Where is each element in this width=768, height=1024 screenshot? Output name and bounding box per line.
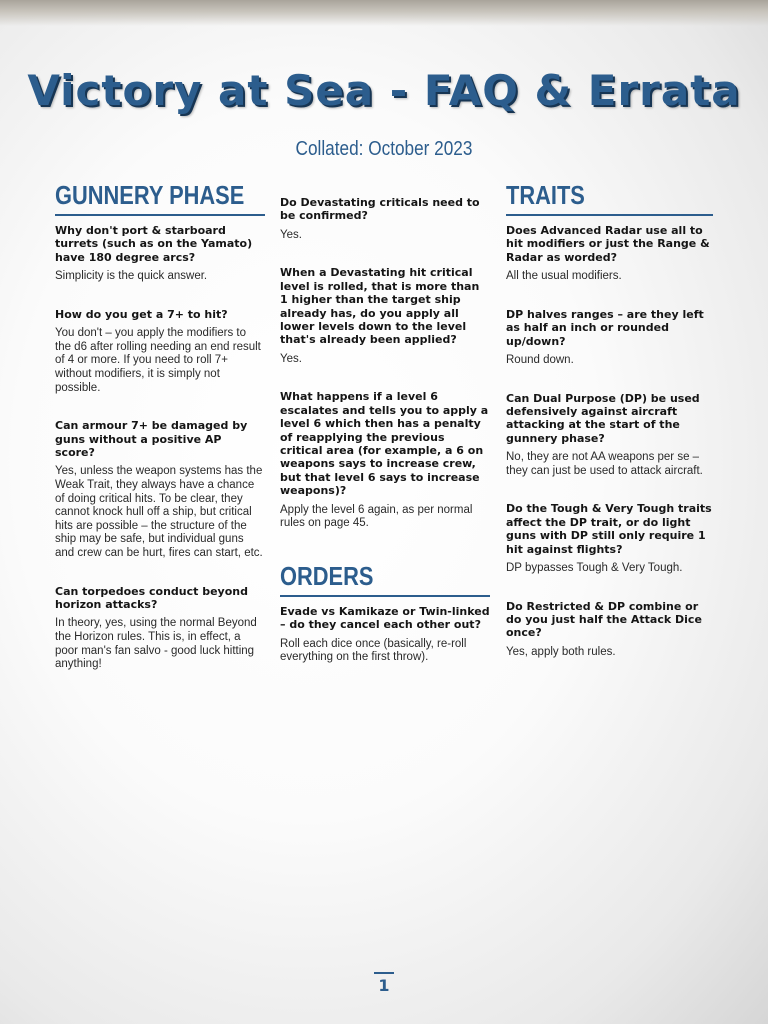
- faq-item: [55, 585, 265, 672]
- faq-answer: Yes.: [280, 228, 302, 241]
- faq-answer: All the usual modifiers.: [506, 270, 622, 283]
- faq-answer: No, they are not AA weapons per se – they can just be used to attack aircraft.: [506, 451, 703, 477]
- faq-answer: In theory, yes, using the normal Beyond the Horizon rules. This is, in effect, a poor man's fan salvo - good luck hitting anything!: [55, 617, 257, 671]
- faq-item: [506, 392, 713, 479]
- faq-item: [55, 419, 265, 560]
- faq-question: DP halves ranges – are they left as half an inch or rounded up/down?: [506, 307, 704, 348]
- page-title: Victory at Sea - FAQ & Errata: [27, 66, 741, 115]
- column-traits: [506, 180, 713, 683]
- section-heading-gunnery: GUNNERY PHASE: [55, 180, 265, 216]
- faq-answer: Apply the level 6 again, as per normal rules on page 45.: [280, 503, 473, 530]
- faq-answer: Roll each dice once (basically, re-roll everything on the first throw).: [280, 637, 467, 664]
- page-number: 1: [374, 972, 394, 995]
- faq-question: Evade vs Kamikaze or Twin-linked – do they cancel each other out?: [280, 604, 490, 632]
- faq-question: How do you get a 7+ to hit?: [55, 307, 228, 321]
- page-subtitle: Collated: October 2023: [295, 138, 473, 160]
- section-heading-traits: TRAITS: [506, 180, 713, 216]
- faq-answer: Yes, apply both rules.: [506, 645, 616, 658]
- faq-question: Why don't port & starboard turrets (such as on the Yamato) have 180 degree arcs?: [55, 224, 253, 264]
- torn-paper-edge: [0, 0, 768, 26]
- faq-question: What happens if a level 6 escalates and tells you to apply a level 6 which then has a penalty of reapplying the previous critical area (for example, a 6 on weapons says to increase crew, but that level 6 says to increase weapons)?: [280, 390, 489, 498]
- faq-question: Can armour 7+ be damaged by guns without a positive AP score?: [55, 419, 248, 459]
- faq-question: Do Restricted & DP combine or do you just half the Attack Dice once?: [506, 599, 702, 640]
- faq-answer: Yes.: [280, 352, 302, 365]
- faq-answer: You don't – you apply the modifiers to the d6 after rolling needing an end result of 4 or more. If you need to roll 7+ without modifiers, it is simply not possible.: [55, 327, 261, 394]
- faq-item: [280, 390, 490, 530]
- faq-answer: Simplicity is the quick answer.: [55, 270, 208, 283]
- faq-question: When a Devastating hit critical level is rolled, that is more than 1 higher than the target ship already has, do you apply all lower levels down to the level that's already been applied?: [280, 266, 480, 347]
- faq-answer: DP bypasses Tough & Very Tough.: [506, 562, 683, 575]
- faq-answer: Round down.: [506, 354, 574, 367]
- section-heading-orders: ORDERS: [280, 561, 490, 597]
- faq-item: [280, 196, 490, 242]
- faq-item: [280, 605, 490, 665]
- faq-item: [506, 600, 713, 660]
- faq-question: Do the Tough & Very Tough traits affect the DP trait, or do light guns with DP still only require 1 hit against flights?: [506, 502, 712, 556]
- faq-item: [55, 224, 265, 284]
- faq-item: [55, 308, 265, 395]
- faq-item: [280, 266, 490, 366]
- faq-question: Can Dual Purpose (DP) be used defensively against aircraft attacking at the start of the gunnery phase?: [506, 391, 700, 445]
- faq-answer: Yes, unless the weapon systems has the Weak Trait, they always have a chance of doing critical hits. To be clear, they cannot knock hull off a ship, but critical hits are possible – the structure of the ship may be safe, but individual guns and crew can be hurt, fires can start, etc.: [55, 465, 263, 559]
- faq-question: Does Advanced Radar use all to hit modifiers or just the Range & Radar as worded?: [506, 224, 710, 264]
- faq-item: [506, 224, 713, 284]
- column-gunnery-orders: [280, 196, 490, 689]
- orders-section: [280, 561, 490, 665]
- faq-question: Do Devastating criticals need to be confirmed?: [280, 196, 480, 223]
- column-gunnery: [55, 180, 265, 696]
- faq-item: [506, 308, 713, 368]
- faq-item: [506, 502, 713, 575]
- faq-question: Can torpedoes conduct beyond horizon attacks?: [55, 584, 248, 611]
